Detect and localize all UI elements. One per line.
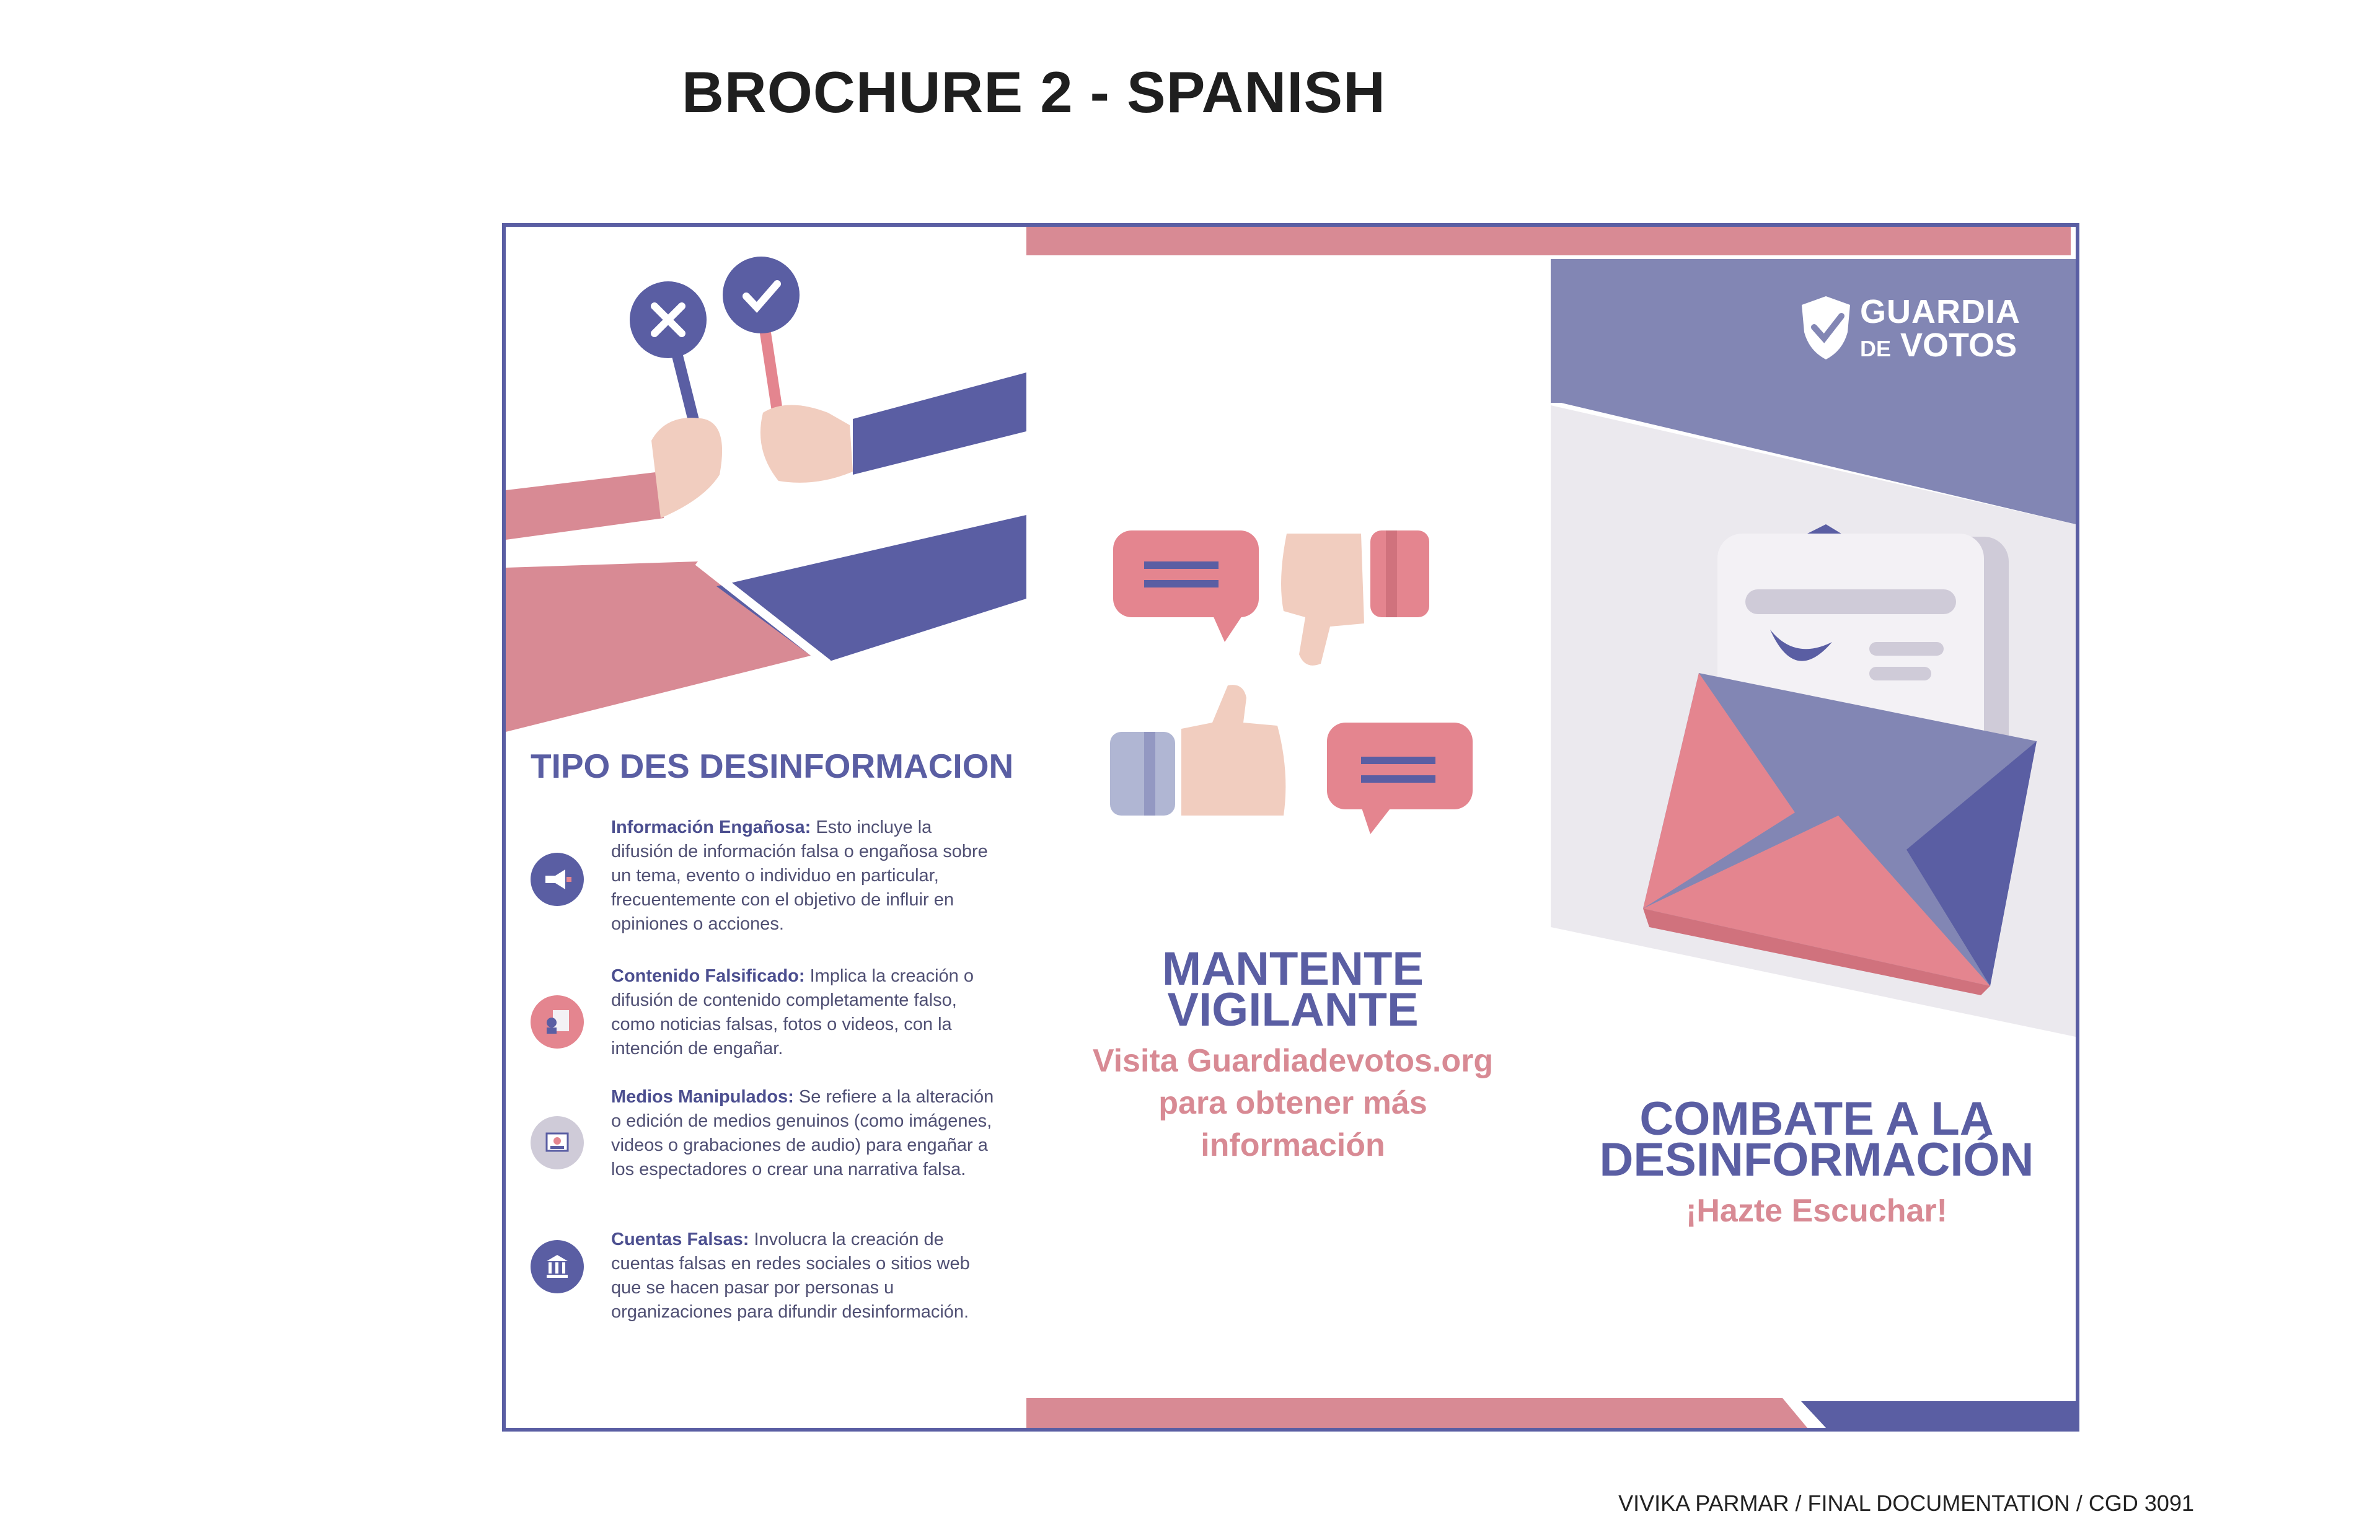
type-text: Contenido Falsificado: Implica la creación o difusión de contenido completamente falso, como noticias falsas, fotos o videos, con la intención de engañar.: [611, 966, 974, 1058]
shield-check-icon: [1798, 294, 1854, 362]
media-icon: [531, 1116, 584, 1169]
building-icon: [531, 1240, 584, 1293]
cover-title: COMBATE A LA DESINFORMACIÓN: [1599, 1093, 2034, 1186]
brochure-spread: [502, 223, 2079, 1432]
type-text: Medios Manipulados: Se refiere a la alteración o edición de medios genuinos (como imágenes, videos o grabaciones de audio) para engañar a los espectadores o crear una narrativa falsa.: [611, 1087, 994, 1179]
megaphone-icon: [531, 853, 584, 906]
type-text: Información Engañosa: Esto incluye la difusión de información falsa o engañosa sobre un tema, evento o individuo en particular, frecuentemente con el objetivo de influir en opiniones o acciones.: [611, 817, 988, 934]
document-title: BROCHURE 2 - SPANISH: [682, 59, 1386, 125]
bottom-pink-band: [1026, 1398, 1807, 1428]
documentation-footer: VIVIKA PARMAR / FINAL DOCUMENTATION / CGD 3091: [1618, 1490, 2194, 1516]
guardia-de-votos-logo: [1798, 290, 2034, 371]
disinformation-types-heading: TIPO DES DESINFORMACION: [531, 747, 1014, 785]
top-pink-band: [1026, 227, 2071, 255]
logo-word-votos: DE VOTOS: [1860, 327, 2017, 364]
hands-with-signs-illustration: [506, 257, 1026, 732]
bottom-purple-band: [1801, 1401, 2076, 1428]
type-text: Cuentas Falsas: Involucra la creación de cuentas falsas en redes sociales o sitios web que se hacen pasar por personas u organizaciones para difundir desinformación.: [611, 1230, 970, 1322]
website-callout: Visita Guardiadevotos.org para obtener más información: [1092, 1043, 1494, 1163]
stay-vigilant-heading: MANTENTE VIGILANTE: [1161, 943, 1424, 1036]
logo-word-guardia: GUARDIA: [1860, 293, 2021, 330]
feedback-illustration: [1110, 530, 1473, 834]
document-person-icon: [531, 995, 584, 1049]
cover-subtitle: ¡Hazte Escuchar!: [1686, 1193, 1947, 1229]
